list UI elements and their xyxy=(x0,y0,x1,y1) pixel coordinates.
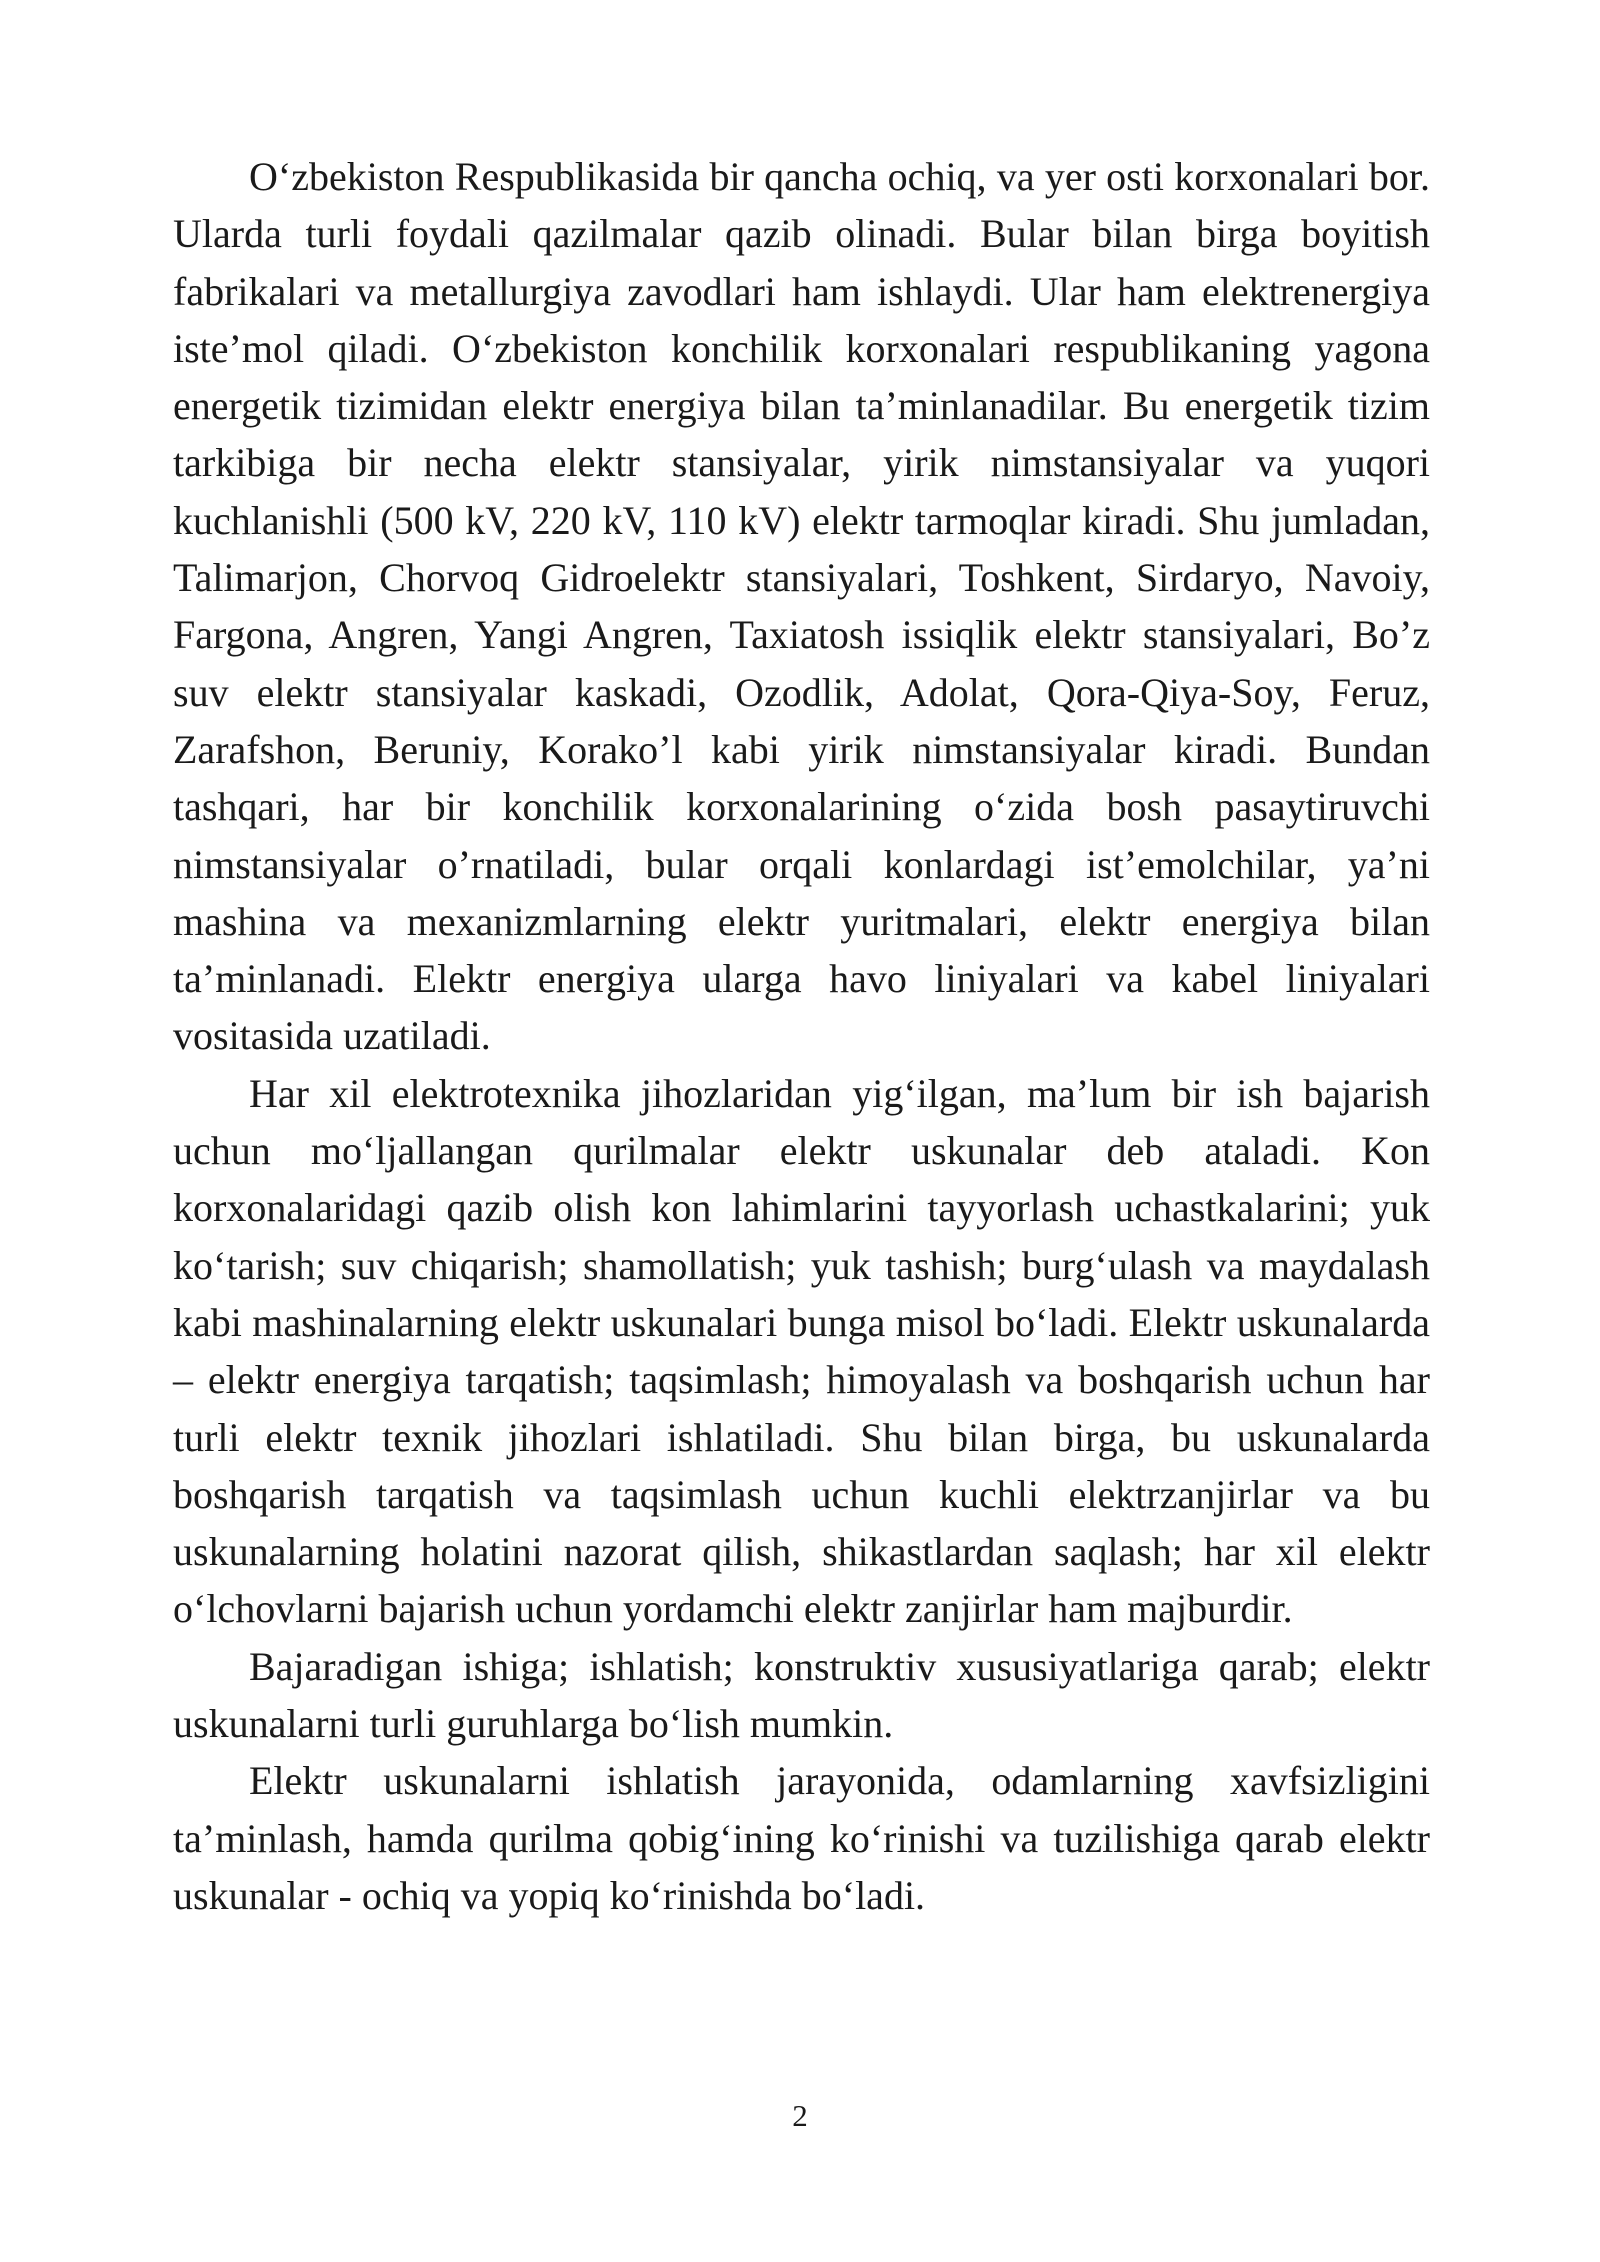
document-body xyxy=(173,148,1430,1924)
paragraph-open-closed-equipment: Elektr uskunalarni ishlatish jarayonida, odamlarning xavfsizligini ta’minlash, hamda qurilma qobig‘ining ko‘rinishi va tuzilishiga qarab elektr uskunalar - ochiq va yopiq ko‘rinishda bo‘ladi. xyxy=(173,1758,1430,1918)
paragraph-mining-power-supply: O‘zbekiston Respublikasida bir qancha ochiq, va yer osti korxonalari bor. Ularda turli foydali qazilmalar qazib olinadi. Bular bilan birga boyitish fabrikalari va metallurgiya zavodlari ham ishlaydi. Ular ham elektrenergiya iste’mol qiladi. O‘zbekiston konchilik korxonalari respublikaning yagona energetik tizimidan elektr energiya bilan ta’minlanadilar. Bu energetik tizim tarkibiga bir necha elektr stansiyalar, yirik nimstansiyalar va yuqori kuchlanishli (500 kV, 220 kV, 110 kV) elektr tarmoqlar kiradi. Shu jumladan, Talimarjon, Chorvoq Gidroelektr stansiyalari, Toshkent, Sirdaryo, Navoiy, Fargona, Angren, Yangi Angren, Taxiatosh issiqlik elektr stansiyalari, Bo’z suv elektr stansiyalar kaskadi, Ozodlik, Adolat, Qora-Qiya-Soy, Feruz, Zarafshon, Beruniy, Korako’l kabi yirik nimstansiyalar kiradi. Bundan tashqari, har bir konchilik korxonalarining o‘zida bosh pasaytiruvchi nimstansiyalar o’rnatiladi, bular orqali konlardagi ist’emolchilar, ya’ni mashina va mexanizmlarning elektr yuritmalari, elektr energiya bilan ta’minlanadi. Elektr energiya ularga havo liniyalari va kabel liniyalari vositasida uzatiladi. xyxy=(173,154,1430,1059)
paragraph-equipment-grouping: Bajaradigan ishiga; ishlatish; konstruktiv xususiyatlariga qarab; elektr uskunalarni turli guruhlarga bo‘lish mumkin. xyxy=(173,1643,1430,1747)
paragraph-electrical-equipment-definition: Har xil elektrotexnika jihozlaridan yig‘ilgan, ma’lum bir ish bajarish uchun mo‘ljallangan qurilmalar elektr uskunalar deb ataladi. Kon korxonalaridagi qazib olish kon lahimlarini tayyorlash uchastkalarini; yuk ko‘tarish; suv chiqarish; shamollatish; yuk tashish; burg‘ulash va maydalash kabi mashinalarning elektr uskunalari bunga misol bo‘ladi. Elektr uskunalarda – elektr energiya tarqatish; taqsimlash; himoyalash va boshqarish uchun har turli elektr texnik jihozlari ishlatiladi. Shu bilan birga, bu uskunalarda boshqarish tarqatish va taqsimlash uchun kuchli elektrzanjirlar va bu uskunalarning holatini nazorat qilish, shikastlardan saqlash; har xil elektr o‘lchovlarni bajarish uchun yordamchi elektr zanjirlar ham majburdir. xyxy=(173,1070,1430,1632)
page-number: 2 xyxy=(792,2098,808,2133)
